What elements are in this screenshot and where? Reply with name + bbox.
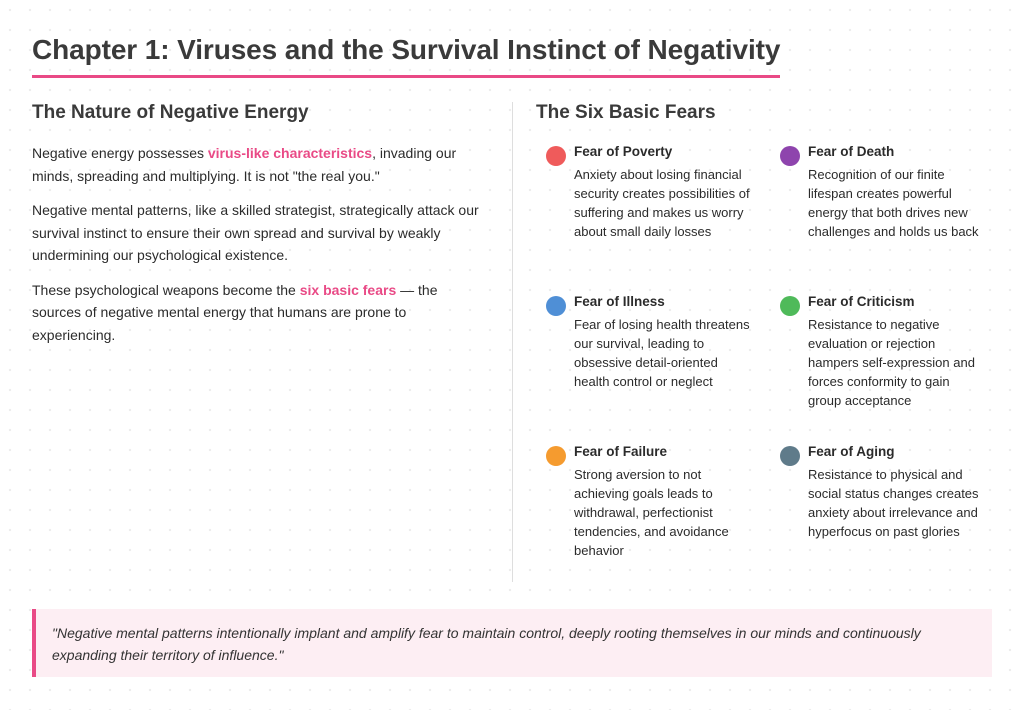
fear-description: Resistance to physical and social status changes creates anxiety about irrelevance and hyperfocus on past glories	[808, 467, 979, 539]
fear-description: Anxiety about losing financial security creates possibilities of suffering and makes us worry about small daily losses	[574, 167, 750, 239]
aging-dot-icon	[780, 446, 800, 466]
paragraph-3	[32, 279, 487, 347]
nature-heading: The Nature of Negative Energy	[32, 102, 309, 123]
fear-description: Recognition of our finite lifespan creates powerful energy that both drives new challenges and holds us back	[808, 167, 979, 239]
paragraph-2: Negative mental patterns, like a skilled strategist, strategically attack our survival instinct to ensure their own spread and survival by weakly undermining our psychological existence.	[32, 202, 479, 263]
fears-section	[536, 102, 992, 592]
poverty-dot-icon	[546, 146, 566, 166]
fear-item-poverty	[536, 142, 770, 292]
paragraph-3-text-a: These psychological weapons become the	[32, 281, 300, 298]
fear-name: Fear of Criticism	[808, 294, 915, 309]
fear-name: Fear of Illness	[574, 294, 665, 309]
pull-quote: "Negative mental patterns intentionally implant and amplify fear to maintain control, deeply rooting themselves in our minds and continuously expanding their territory of influence."	[32, 609, 992, 677]
fear-item-death	[770, 142, 979, 292]
fear-item-criticism	[770, 292, 975, 442]
nature-section	[32, 102, 487, 358]
six-fears-highlight: six basic fears	[299, 281, 397, 298]
fears-grid	[536, 142, 992, 592]
chapter-title-block	[32, 34, 780, 78]
fear-item-illness	[536, 292, 770, 442]
column-divider	[512, 102, 513, 582]
fear-name: Fear of Death	[808, 144, 895, 159]
fears-heading: The Six Basic Fears	[536, 102, 716, 123]
content-columns	[32, 102, 992, 582]
fear-description: Strong aversion to not achieving goals leads to withdrawal, perfectionist tendencies, and avoidance behavior	[574, 467, 729, 558]
paragraph-3-text-b: — the sources of negative mental energy that humans are prone to experiencing.	[32, 281, 438, 343]
paragraph-1	[32, 142, 487, 187]
fear-item-aging	[770, 442, 979, 592]
fear-name: Fear of Failure	[574, 444, 668, 459]
fear-name: Fear of Poverty	[574, 144, 673, 159]
fear-description: Resistance to negative evaluation or rejection hampers self-expression and forces conformity to gain group acceptance	[808, 317, 975, 408]
fear-description: Fear of losing health threatens our survival, leading to obsessive detail-oriented health control or neglect	[574, 317, 750, 389]
chapter-title: Chapter 1: Viruses and the Survival Instinct of Negativity	[32, 34, 781, 65]
fear-name: Fear of Aging	[808, 444, 895, 459]
criticism-dot-icon	[780, 296, 800, 316]
fear-item-failure	[536, 442, 770, 592]
failure-dot-icon	[546, 446, 566, 466]
paragraph-1-text-b: , invading our minds, spreading and multiplying. It is not "the real you."	[32, 145, 457, 184]
death-dot-icon	[780, 146, 800, 166]
page	[32, 34, 992, 582]
illness-dot-icon	[546, 296, 566, 316]
virus-like-highlight: virus-like characteristics	[207, 145, 373, 161]
paragraph-1-text-a: Negative energy possesses	[32, 145, 208, 161]
